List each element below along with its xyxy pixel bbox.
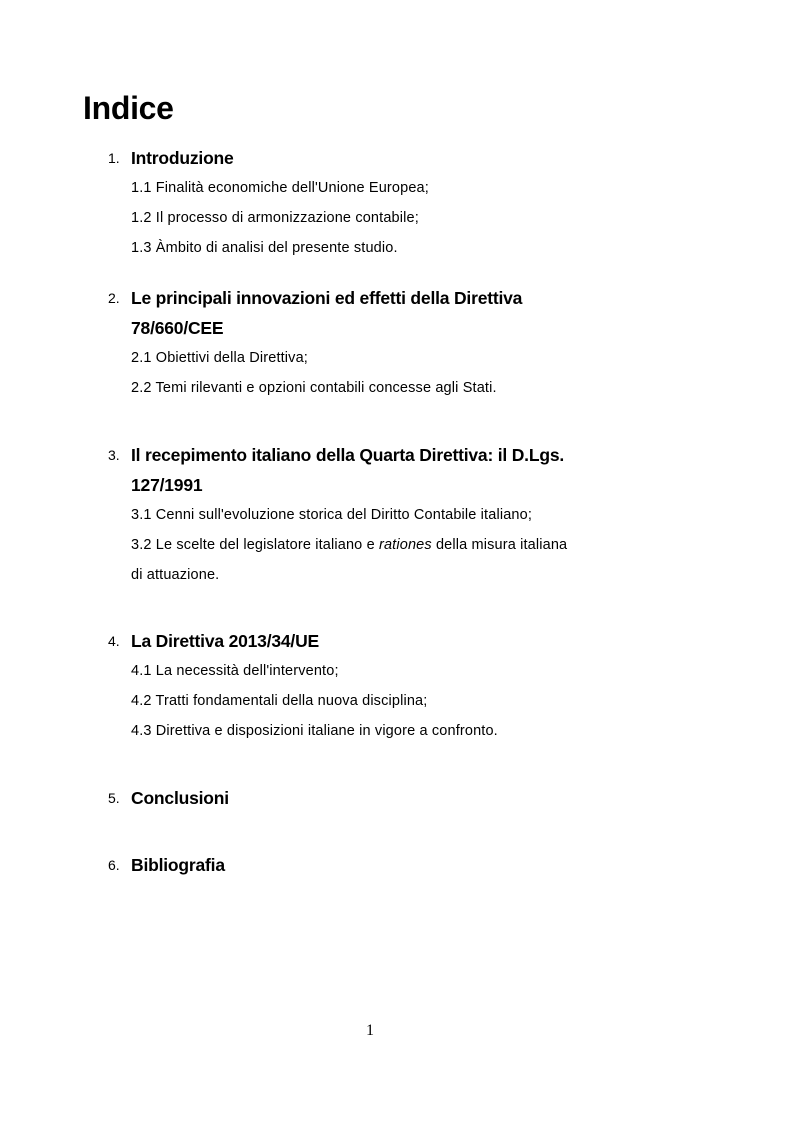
toc-chapter-5	[100, 783, 660, 813]
chapter-title-line-1: Le principali innovazioni ed effetti della Direttiva	[131, 288, 523, 308]
page-number: 1	[366, 1022, 374, 1039]
toc-section-multiline	[131, 530, 660, 560]
toc-section: 1.1 Finalità economiche dell'Unione Europea;	[131, 180, 429, 196]
toc-chapter-4	[100, 626, 660, 746]
chapter-title-line-2: 78/660/CEE	[131, 318, 224, 338]
toc-section: 4.1 La necessità dell'intervento;	[131, 663, 339, 679]
chapter-number: 3.	[108, 447, 120, 463]
section-italic-term: rationes	[378, 537, 432, 553]
toc-section: 2.2 Temi rilevanti e opzioni contabili concesse agli Stati.	[131, 380, 497, 396]
toc-section: 3.1 Cenni sull'evoluzione storica del Diritto Contabile italiano;	[131, 507, 533, 523]
toc-section: 2.1 Obiettivi della Direttiva;	[131, 350, 308, 366]
chapter-number: 1.	[108, 150, 120, 166]
chapter-number: 6.	[108, 857, 120, 873]
toc-section-continuation: di attuazione.	[131, 567, 220, 583]
toc-section: 4.2 Tratti fondamentali della nuova disciplina;	[131, 693, 428, 709]
section-text: 3.2 Le scelte del legislatore italiano e	[131, 537, 379, 553]
toc-section: 1.3 Àmbito di analisi del presente studio.	[131, 240, 398, 256]
chapter-title: Bibliografia	[131, 855, 225, 875]
chapter-number: 5.	[108, 790, 120, 806]
chapter-title: Conclusioni	[131, 788, 229, 808]
toc-chapter-6	[100, 850, 660, 880]
toc-chapter-1	[100, 143, 660, 263]
chapter-title: Introduzione	[131, 148, 234, 168]
toc-section: 1.2 Il processo di armonizzazione contabile;	[131, 210, 419, 226]
page-title: Indice	[83, 90, 174, 126]
toc-chapter-3	[100, 440, 660, 590]
chapter-title-line-2: 127/1991	[131, 475, 203, 495]
chapter-number: 2.	[108, 290, 120, 306]
toc-chapter-2	[100, 283, 660, 403]
chapter-number: 4.	[108, 633, 120, 649]
toc-section: 4.3 Direttiva e disposizioni italiane in vigore a confronto.	[131, 723, 498, 739]
chapter-title-line-1: Il recepimento italiano della Quarta Direttiva: il D.Lgs.	[131, 445, 565, 465]
chapter-title: La Direttiva 2013/34/UE	[131, 631, 320, 651]
section-text: della misura italiana	[431, 537, 568, 553]
